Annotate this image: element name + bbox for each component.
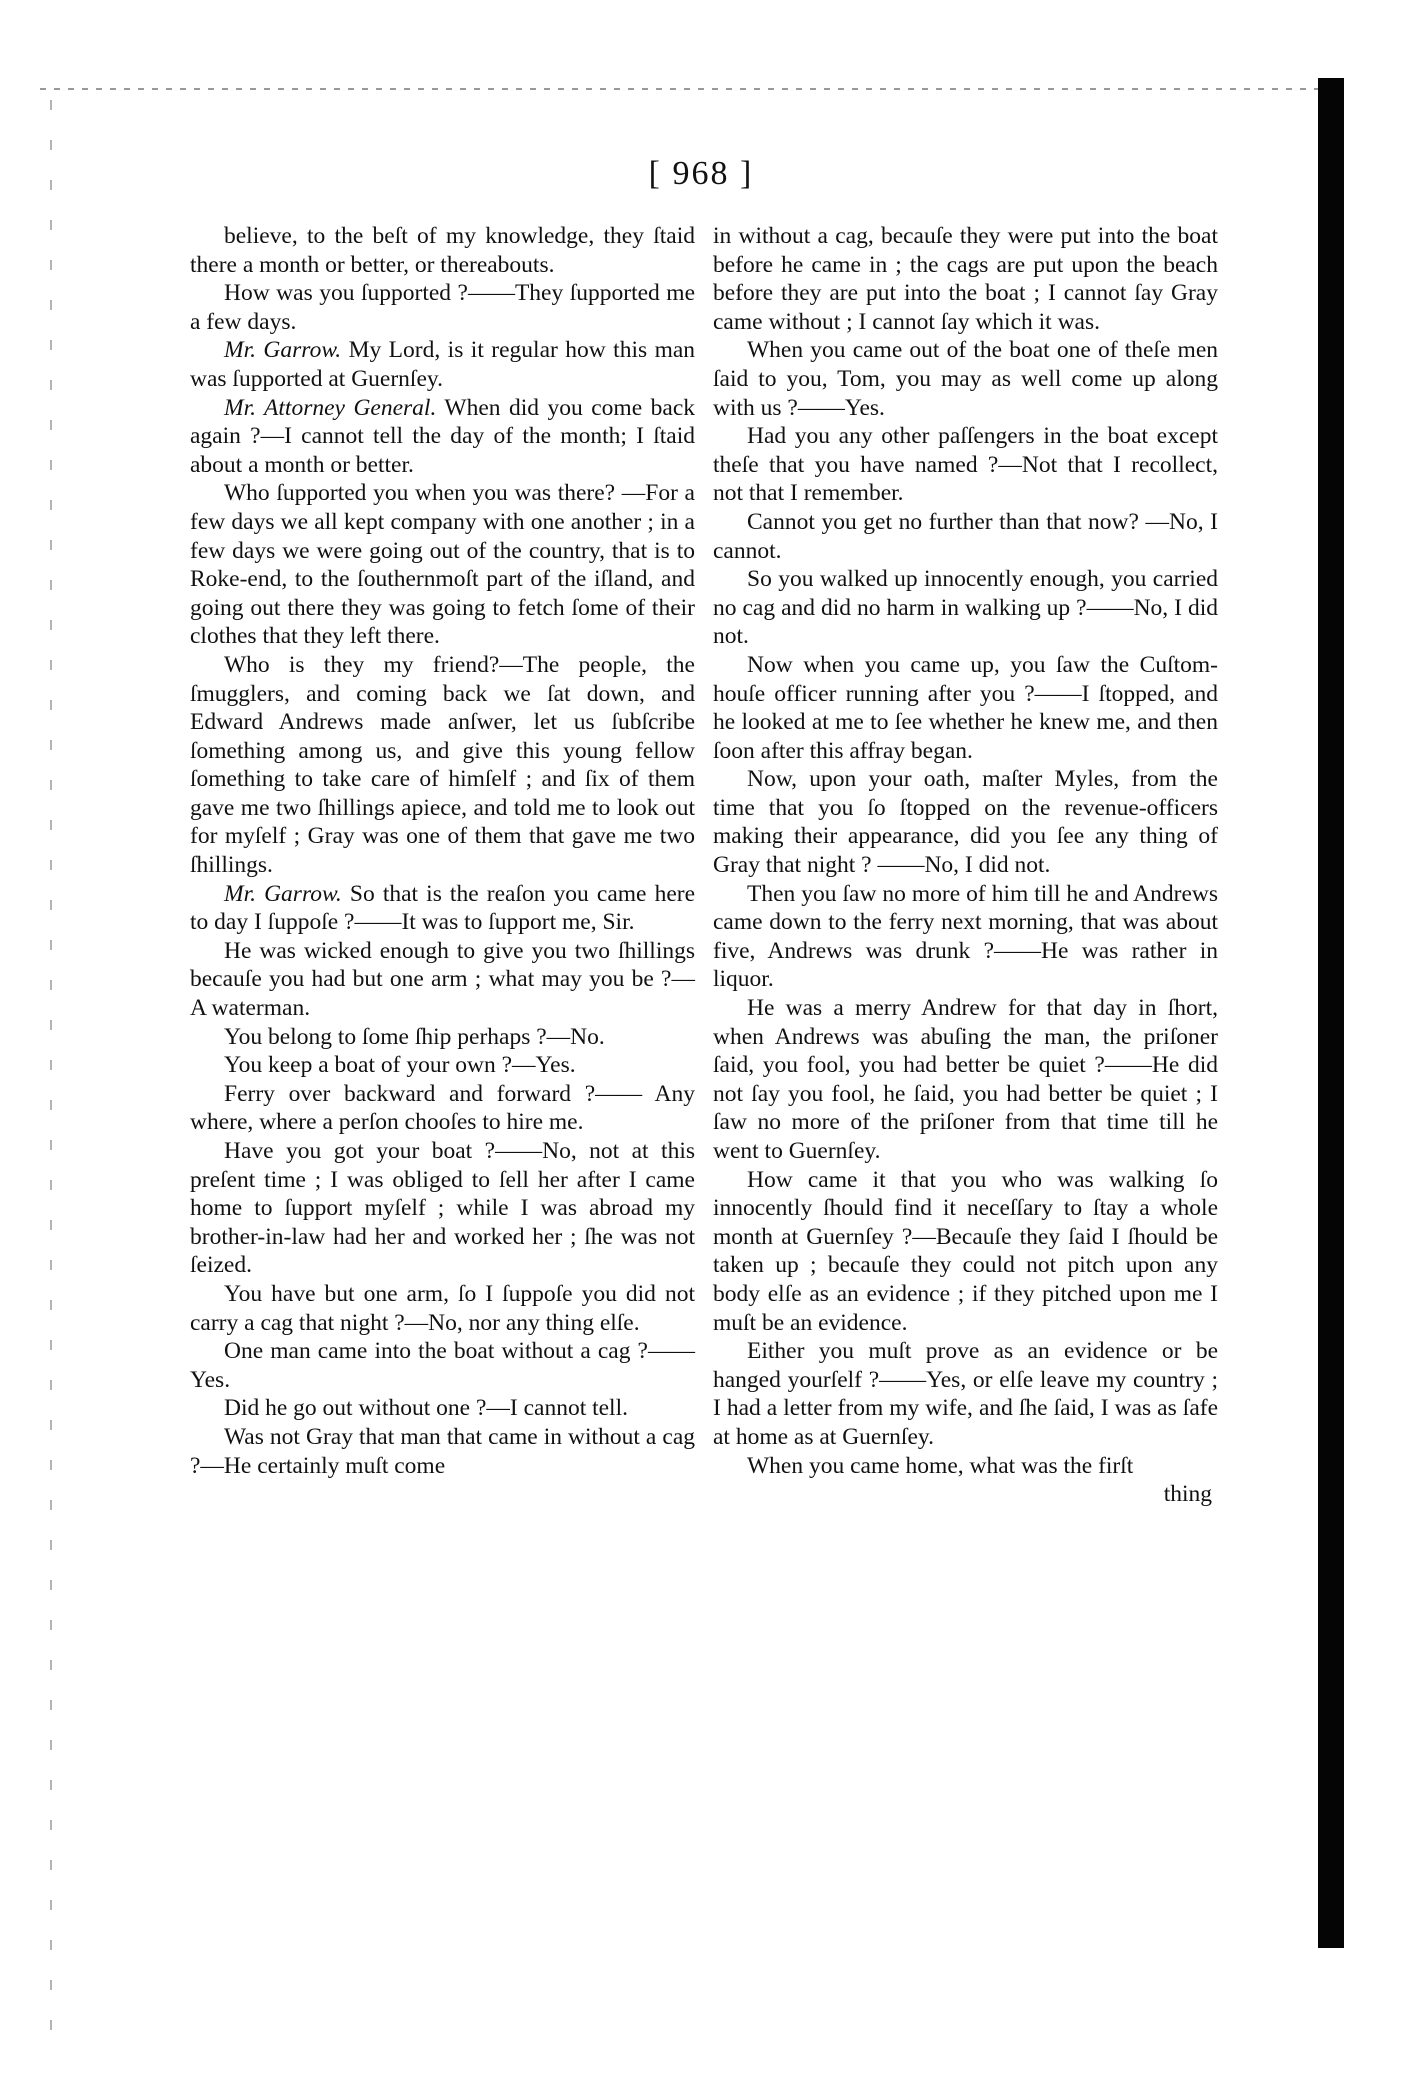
paragraph <box>713 994 1218 1166</box>
paragraph <box>713 422 1218 508</box>
paragraph <box>713 1337 1218 1451</box>
paragraph <box>190 479 695 651</box>
paragraph-text: Have you got your boat ?——No, not at this preſent time ; I was obliged to ſell her after I came home to ſupport myſelf ; while I was abroad my brother-in-law had her and worked her ; ſhe was not ſeized. <box>190 1138 695 1279</box>
scan-edge-top <box>40 88 1332 90</box>
paragraph-text: Ferry over backward and forward ?—— Any where, where a perſon chooſes to hire me. <box>190 1080 695 1136</box>
paragraph <box>190 279 695 336</box>
paragraph-text: Who ſupported you when you was there? —For a few days we all kept company with one another ; in a few days we were going out of the country, that is to Roke-end, to the ſouthernmoſt part of the iſland, and going out there they was going to fetch ſome of their clothes that they left there. <box>190 480 695 650</box>
speaker-label: Mr. Garrow. <box>224 880 342 907</box>
paragraph <box>190 1137 695 1280</box>
paragraph <box>190 1337 695 1394</box>
paragraph <box>190 1423 695 1480</box>
paragraph <box>190 336 695 393</box>
left-column <box>190 222 695 1480</box>
paragraph <box>713 880 1218 994</box>
paragraph <box>713 336 1218 422</box>
paragraph <box>190 1080 695 1137</box>
paragraph <box>713 765 1218 879</box>
paragraph-text: When did you come back again ?—I cannot tell the day of the month; I ſtaid about a month or better. <box>190 394 695 478</box>
paragraph <box>713 651 1218 765</box>
paragraph-text: Now when you came up, you ſaw the Cuſtom-houſe officer running after you ?——I ſtopped, and he looked at me to ſee whether he knew me, and then ſoon after this affray began. <box>713 651 1218 764</box>
paragraph-text: Now, upon your oath, maſter Myles, from the time that you ſo ſtopped on the revenue-officers making their appearance, did you ſee any thing of Gray that night ? ——No, I did not. <box>713 766 1218 879</box>
paragraph <box>190 1280 695 1337</box>
paragraph <box>190 1394 695 1423</box>
paragraph <box>190 394 695 480</box>
paragraph <box>190 880 695 937</box>
paragraph-text: Who is they my friend?—The people, the ſmugglers, and coming back we ſat down, and Edward Andrews made anſwer, let us ſubſcribe ſomething among us, and give this young fellow ſomething to take care of himſelf ; and ſix of them gave me two ſhillings apiece, and told me to look out for myſelf ; Gray was one of them that gave me two ſhillings. <box>190 651 695 879</box>
paragraph-text: You belong to ſome ſhip perhaps ?—No. <box>224 1023 605 1050</box>
paragraph <box>713 508 1218 565</box>
paragraph-text: One man came into the boat without a cag ?——Yes. <box>190 1338 695 1393</box>
paragraph <box>713 1452 1218 1481</box>
paragraph-text: Then you ſaw no more of him till he and Andrews came down to the ferry next morning, that was about five, Andrews was drunk ?——He was rather in liquor. <box>713 880 1218 993</box>
paragraph-text: He was wicked enough to give you two ſhillings becauſe you had but one arm ; what may you be ?—A waterman. <box>190 937 695 1022</box>
page-number: [ 968 ] <box>648 155 754 192</box>
paragraph-text: You keep a boat of your own ?—Yes. <box>224 1052 576 1079</box>
paragraph <box>190 651 695 880</box>
paragraph-text: Cannot you get no further than that now? —No, I cannot. <box>713 508 1218 564</box>
paragraph-text: Had you any other paſſengers in the boat except theſe that you have named ?—Not that I recollect, not that I remember. <box>713 423 1218 507</box>
catchword: thing <box>1163 1481 1212 1508</box>
binding-shadow <box>1318 78 1344 1948</box>
paragraph-text: believe, to the beſt of my knowledge, they ſtaid there a month or better, or thereabouts. <box>190 223 695 278</box>
scan-edge-left <box>50 100 52 2050</box>
paragraph-text: My Lord, is it regular how this man was ſupported at Guernſey. <box>190 337 696 392</box>
paragraph <box>713 222 1218 336</box>
paragraph-text: How came it that you who was walking ſo innocently ſhould find it neceſſary to ſtay a whole month at Guernſey ?—Becauſe they ſaid I ſhould be taken up ; becauſe they could not pitch upon any body elſe as an evidence ; if they pitched upon me I muſt be an evidence. <box>713 1166 1218 1336</box>
speaker-label: Mr. Garrow. <box>224 337 342 364</box>
paragraph-text: You have but one arm, ſo I ſuppoſe you did not carry a cag that night ?—No, nor any thing elſe. <box>190 1280 695 1336</box>
paragraph <box>190 222 695 279</box>
paragraph <box>190 1051 695 1080</box>
paragraph-text: Was not Gray that man that came in without a cag ?—He certainly muſt come <box>190 1423 695 1479</box>
paragraph <box>190 1023 695 1052</box>
right-column <box>713 222 1218 1509</box>
paragraph-text: How was you ſupported ?——They ſupported me a few days. <box>190 280 695 335</box>
paragraph-text: So you walked up innocently enough, you carried no cag and did no harm in walking up ?——No, I did not. <box>713 566 1218 650</box>
paragraph-text: He was a merry Andrew for that day in ſhort, when Andrews was abuſing the man, the priſoner ſaid, you fool, you had better be quiet ?——He did not ſay you fool, he ſaid, you had better be quiet ; I ſaw no more of the priſoner from that time till he went to Guernſey. <box>713 995 1218 1164</box>
speaker-label: Mr. Attorney General. <box>224 394 437 421</box>
paragraph-text: So that is the reaſon you came here to day I ſuppoſe ?——It was to ſupport me, Sir. <box>190 880 696 936</box>
paragraph-text: in without a cag, becauſe they were put into the boat before he came in ; the cags are put upon the beach before they are put into the boat ; I cannot ſay Gray came without ; I cannot ſay which it was. <box>713 223 1218 335</box>
paragraph-text: Did he go out without one ?—I cannot tell. <box>224 1395 628 1422</box>
paragraph-text: When you came out of the boat one of theſe men ſaid to you, Tom, you may as well come up along with us ?——Yes. <box>713 337 1218 421</box>
paragraph <box>713 1166 1218 1338</box>
paragraph-text: Either you muſt prove as an evidence or be hanged yourſelf ?——Yes, or elſe leave my country ; I had a letter from my wife, and ſhe ſaid, I was as ſafe at home as at Guernſey. <box>713 1338 1218 1450</box>
paragraph-text: When you came home, what was the firſt <box>747 1452 1134 1479</box>
paragraph <box>713 565 1218 651</box>
paragraph <box>190 937 695 1023</box>
